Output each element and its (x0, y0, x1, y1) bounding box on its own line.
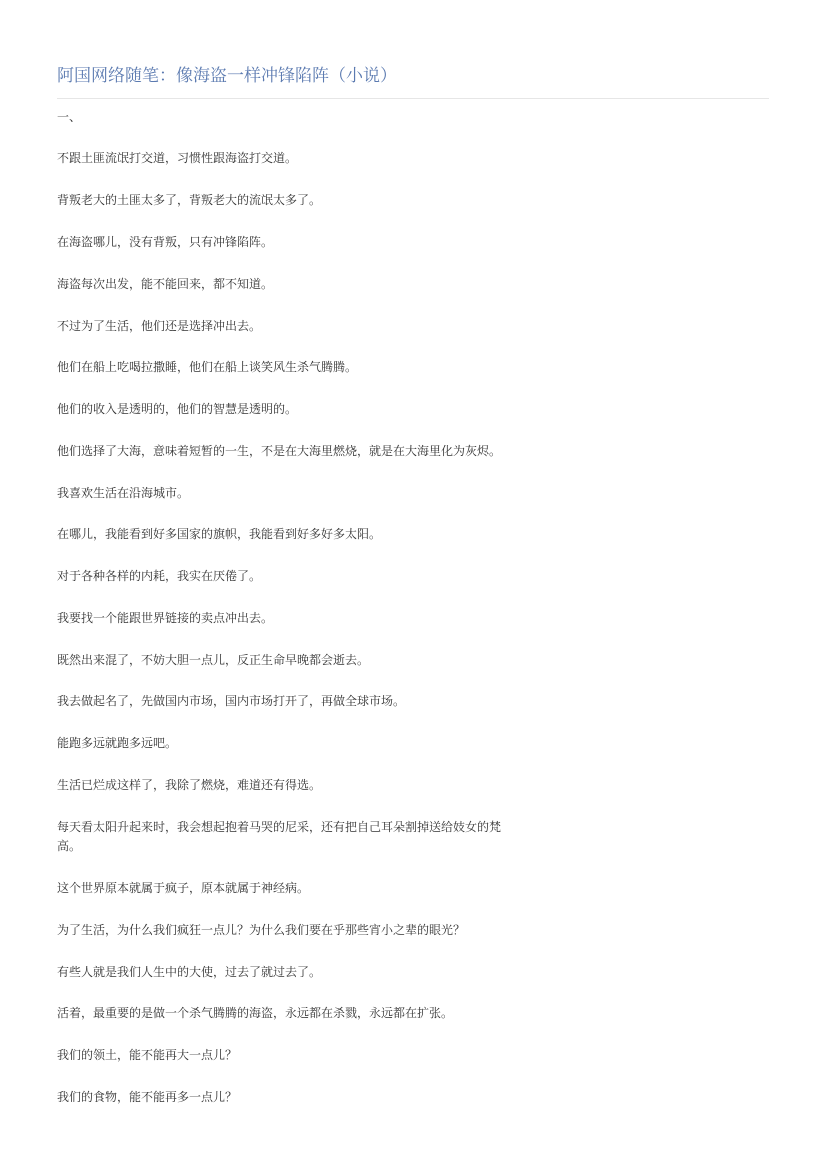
paragraph: 对于各种各样的内耗，我实在厌倦了。 (57, 569, 262, 583)
paragraph: 海盗每次出发，能不能回来，都不知道。 (57, 277, 274, 291)
paragraph: 在哪儿，我能看到好多国家的旗帜，我能看到好多好多太阳。 (57, 527, 382, 541)
paragraph: 能跑多远就跑多远吧。 (57, 736, 178, 750)
title-divider (57, 98, 769, 99)
paragraph: 有些人就是我们人生中的大使，过去了就过去了。 (57, 965, 322, 979)
page-title: 阿国网络随笔：像海盗一样冲锋陷阵（小说） (57, 66, 397, 86)
paragraph: 这个世界原本就属于疯子，原本就属于神经病。 (57, 881, 310, 895)
paragraph: 一、 (57, 110, 82, 124)
paragraph: 我喜欢生活在沿海城市。 (57, 486, 190, 500)
paragraph: 在海盗哪儿，没有背叛，只有冲锋陷阵。 (57, 235, 274, 249)
paragraph: 活着，最重要的是做一个杀气腾腾的海盗，永远都在杀戮，永远都在扩张。 (57, 1006, 454, 1020)
paragraph: 我要找一个能跟世界链接的卖点冲出去。 (57, 611, 274, 625)
paragraph: 我们的领土，能不能再大一点儿？ (57, 1048, 238, 1062)
paragraph: 我去做起名了，先做国内市场，国内市场打开了，再做全球市场。 (57, 694, 406, 708)
paragraph: 生活已烂成这样了，我除了燃烧，难道还有得选。 (57, 778, 322, 792)
paragraph: 每天看太阳升起来时，我会想起抱着马哭的尼采，还有把自己耳朵割掉送给妓女的梵高。 (57, 820, 502, 853)
paragraph: 我们的食物，能不能再多一点儿？ (57, 1090, 238, 1104)
paragraph: 不跟土匪流氓打交道，习惯性跟海盗打交道。 (57, 151, 298, 165)
paragraph: 他们选择了大海，意味着短暂的一生，不是在大海里燃烧，就是在大海里化为灰烬。 (57, 444, 502, 458)
paragraph: 既然出来混了，不妨大胆一点儿，反正生命早晚都会逝去。 (57, 653, 370, 667)
paragraph: 背叛老大的土匪太多了，背叛老大的流氓太多了。 (57, 193, 322, 207)
paragraph: 他们在船上吃喝拉撒睡，他们在船上谈笑风生杀气腾腾。 (57, 360, 358, 374)
paragraph: 不过为了生活，他们还是选择冲出去。 (57, 319, 262, 333)
paragraph: 为了生活，为什么我们疯狂一点儿？为什么我们要在乎那些宵小之辈的眼光？ (57, 923, 466, 937)
paragraph: 他们的收入是透明的，他们的智慧是透明的。 (57, 402, 298, 416)
